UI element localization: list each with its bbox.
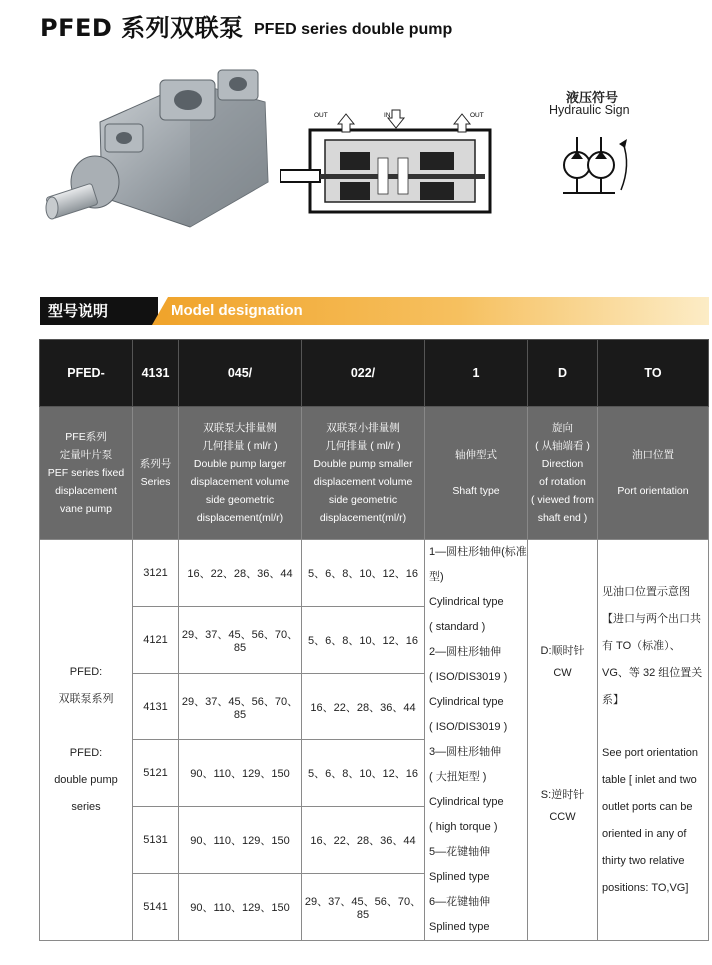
large-displacement-values: 90、110、129、150 — [179, 807, 302, 874]
banner-label-en: Model designation — [171, 302, 303, 319]
desc-line: displacement(ml/r) — [196, 512, 284, 524]
desc-shaft-type — [425, 407, 528, 540]
port-note-en: See port orientation table [ inlet and two outlet ports can be oriented in any of thirty two relative positions: TO,VG] — [602, 746, 699, 894]
large-displacement-values: 29、37、45、56、70、85 — [179, 606, 302, 673]
series-line: PFED: — [69, 666, 103, 678]
large-displacement-values: 29、37、45、56、70、85 — [179, 673, 302, 740]
small-displacement-values: 5、6、8、10、12、16 — [302, 606, 425, 673]
desc-line: 双联泵大排量侧 — [203, 422, 277, 434]
desc-line — [598, 464, 708, 482]
rotation-cell — [528, 540, 598, 941]
hydraulic-sign-label-cn: 液压符号 — [566, 91, 619, 106]
desc-line: 轴伸型式 — [455, 449, 497, 461]
description-row — [40, 407, 709, 540]
code-cell: 045/ — [179, 340, 302, 407]
desc-line: Shaft type — [452, 485, 500, 497]
desc-line: 油口位置 — [632, 449, 674, 461]
code-cell: 022/ — [302, 340, 425, 407]
rotation-ccw-en: CCW — [549, 811, 576, 823]
desc-line: displacement volume — [313, 476, 413, 488]
in-label: IN — [384, 112, 391, 119]
series-number: 5131 — [133, 807, 179, 874]
desc-line: Port orientation — [617, 485, 689, 497]
code-cell: 4131 — [133, 340, 179, 407]
shaft-line: Cylindrical type — [429, 796, 504, 808]
large-displacement-values: 16、22、28、36、44 — [179, 540, 302, 607]
desc-line: PEF series fixed — [47, 467, 125, 479]
shaft-line: 3—圆柱形轴伸 — [429, 746, 502, 758]
hydraulic-sign-label-en: Hydraulic Sign — [549, 103, 630, 117]
desc-line: 定量叶片泵 — [59, 449, 113, 461]
desc-line: Series — [140, 476, 171, 488]
shaft-line: 1—圆柱形轴伸(标准型) — [429, 546, 527, 583]
desc-port-orientation — [598, 407, 709, 540]
desc-line: 几何排量 ( ml/r ) — [202, 440, 278, 452]
desc-line: PFE系列 — [65, 431, 107, 443]
banner-label-cn: 型号说明 — [48, 302, 109, 320]
desc-line: 系列号 — [139, 458, 172, 470]
out-left-label: OUT — [314, 112, 328, 119]
pump-photo — [40, 62, 280, 252]
code-cell: D — [528, 340, 598, 407]
desc-line — [425, 464, 527, 482]
series-number: 3121 — [133, 540, 179, 607]
series-line: 双联泵系列 — [58, 693, 114, 705]
small-displacement-values: 16、22、28、36、44 — [302, 673, 425, 740]
series-line: series — [71, 801, 101, 813]
rotation-cw-en: CW — [553, 667, 572, 679]
desc-line: side geometric — [328, 494, 398, 506]
code-cell: PFED- — [40, 340, 133, 407]
desc-small-displacement — [302, 407, 425, 540]
desc-line: Double pump smaller — [313, 458, 413, 470]
shaft-line: 5—花键轴伸 — [429, 846, 491, 858]
table-row — [40, 540, 709, 607]
desc-line: 双联泵小排量侧 — [326, 422, 400, 434]
large-displacement-values: 90、110、129、150 — [179, 874, 302, 941]
series-description-cell — [40, 540, 133, 941]
large-displacement-values: 90、110、129、150 — [179, 740, 302, 807]
shaft-line: 6—花键轴伸 — [429, 896, 491, 908]
desc-line: vane pump — [60, 503, 112, 515]
shaft-line: Splined type — [429, 921, 490, 933]
code-cell: TO — [598, 340, 709, 407]
model-designation-table — [39, 339, 709, 941]
series-line: PFED: — [69, 747, 103, 759]
shaft-line: 2—圆柱形轴伸 — [429, 646, 502, 658]
desc-line: displacement(ml/r) — [319, 512, 407, 524]
series-line: double pump — [54, 774, 118, 786]
code-row — [40, 340, 709, 407]
desc-line: shaft end ) — [537, 512, 588, 524]
rotation-ccw-cn: S:逆时针 — [540, 789, 585, 801]
cross-section-diagram — [280, 102, 502, 220]
shaft-line: ( standard ) — [429, 621, 486, 633]
desc-series-number — [133, 407, 179, 540]
series-number: 5121 — [133, 740, 179, 807]
page-title-en: PFED series double pump — [254, 21, 453, 38]
port-note-cn: 见油口位置示意图【进口与两个出口共有 TO（标准）、VG、等 32 组位置关系】 — [602, 585, 703, 706]
desc-line: of rotation — [539, 476, 586, 488]
shaft-line: ( ISO/DIS3019 ) — [429, 671, 508, 683]
desc-line: side geometric — [205, 494, 275, 506]
shaft-line: Cylindrical type — [429, 596, 504, 608]
hydraulic-symbol-icon — [555, 135, 635, 205]
port-orientation-cell — [598, 540, 709, 941]
small-displacement-values: 16、22、28、36、44 — [302, 807, 425, 874]
model-designation-banner — [40, 297, 709, 325]
desc-series-type — [40, 407, 133, 540]
desc-line: displacement volume — [190, 476, 290, 488]
desc-line: Direction — [541, 458, 584, 470]
series-number: 4131 — [133, 673, 179, 740]
desc-large-displacement — [179, 407, 302, 540]
shaft-type-cell — [425, 540, 528, 941]
rotation-cw-cn: D:顺时针 — [540, 645, 585, 657]
code-cell: 1 — [425, 340, 528, 407]
shaft-line: ( 大扭矩型 ) — [429, 771, 487, 783]
series-number: 4121 — [133, 606, 179, 673]
page-title-cn: PFED 系列双联泵 — [40, 14, 244, 42]
desc-line: 几何排量 ( ml/r ) — [325, 440, 401, 452]
series-line — [40, 713, 132, 740]
desc-line: 旋向 — [552, 422, 573, 434]
shaft-line: Splined type — [429, 871, 490, 883]
desc-line: ( 从轴端看 ) — [535, 440, 590, 452]
shaft-line: ( high torque ) — [429, 821, 498, 833]
series-number: 5141 — [133, 874, 179, 941]
shaft-line: ( ISO/DIS3019 ) — [429, 721, 508, 733]
desc-rotation — [528, 407, 598, 540]
out-right-label: OUT — [470, 112, 484, 119]
desc-line: Double pump larger — [193, 458, 287, 470]
small-displacement-values: 5、6、8、10、12、16 — [302, 540, 425, 607]
desc-line: displacement — [55, 485, 117, 497]
desc-line: ( viewed from — [530, 494, 594, 506]
shaft-line: Cylindrical type — [429, 696, 504, 708]
small-displacement-values: 29、37、45、56、70、85 — [302, 874, 425, 941]
small-displacement-values: 5、6、8、10、12、16 — [302, 740, 425, 807]
